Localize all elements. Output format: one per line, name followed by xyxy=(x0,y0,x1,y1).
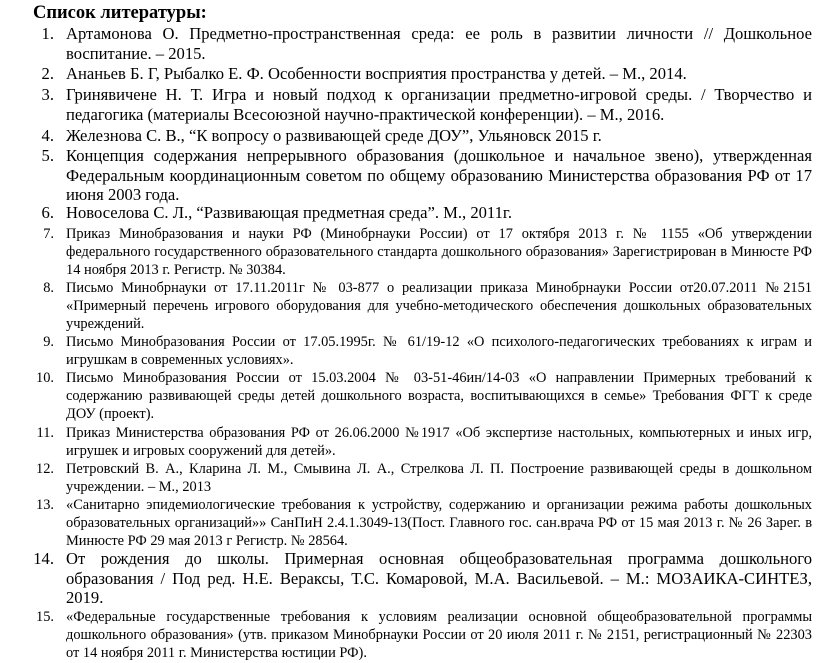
reference-number: 4. xyxy=(41,126,54,145)
reference-text: От рождения до школы. Примерная основная общеобразовательная программа дошкольного образования / Под ред. Н.Е. Вераксы, Т.С. Комаровой, М.А. Васильевой. – М.: МОЗАИКА-СИНТЕЗ, 2019. xyxy=(66,549,812,607)
reference-number: 2. xyxy=(41,64,54,83)
reference-text: Петровский В. А., Кларина Л. М., Смывина Л. А., Стрелкова Л. П. Построение развивающей среды в дошкольном учреждении. – М., 2013 xyxy=(66,461,812,496)
reference-text: Письмо Минобразования России от 17.05.1995г. № 61/19-12 «О психолого-педагогических требованиях к играм и игрушкам в современных условиях». xyxy=(66,334,812,369)
reference-number: 11. xyxy=(36,425,54,441)
reference-number: 5. xyxy=(41,146,54,165)
reference-number: 1. xyxy=(41,24,54,43)
reference-text: Приказ Минобразования и науки РФ (Минобрнауки России) от 17 октября 2013 г. № 1155 «Об утверждении федерального государственного образовательного стандарта дошкольного образования» Зарегистрирован в Минюсте РФ 14 ноября 2013 г. Регистр. № 30384. xyxy=(66,226,812,279)
reference-number: 3. xyxy=(41,85,54,104)
reference-text: Новоселова С. Л., “Развивающая предметная среда”. М., 2011г. xyxy=(66,203,512,222)
page-title: Список литературы: xyxy=(33,3,207,23)
reference-text: Письмо Минобразования России от 15.03.2004 № 03-51-46ин/14-03 «О направлении Примерных требований к содержанию развивающей среды детей дошкольного возраста, воспитывающихся в семье» Требования ФГТ к среде ДОУ (проект). xyxy=(66,370,812,423)
reference-text: Железнова С. В., “К вопросу о развивающей среде ДОУ”, Ульяновск 2015 г. xyxy=(66,126,602,145)
reference-number: 13. xyxy=(36,497,54,513)
reference-text: Гринявичене Н. Т. Игра и новый подход к организации предметно-игровой среды. / Творчество и педагогика (материалы Всесоюзной научно-практической конференции). – М., 2016. xyxy=(66,85,812,124)
reference-number: 7. xyxy=(43,226,54,242)
reference-number: 10. xyxy=(36,370,54,386)
reference-text: «Санитарно эпидемиологические требования к устройству, содержанию и организации режима работы дошкольных образовательных организаций»» СанПиН 2.4.1.3049-13(Пост. Главного гос. сан.врача РФ от 15 мая 2013 г. № 26 Зарег. в Минюсте РФ 29 мая 2013 г Регистр. № 28564. xyxy=(66,497,812,550)
reference-number: 9. xyxy=(43,334,54,350)
reference-number: 15. xyxy=(36,609,54,625)
reference-text: Письмо Минобрнауки от 17.11.2011г № 03-877 о реализации приказа Минобрнауки России от20.07.2011 №2151 «Примерный перечень игрового оборудования для учебно-методического обеспечения дошкольных образовательных учреждений. xyxy=(66,280,812,333)
reference-number: 14. xyxy=(33,549,54,568)
reference-number: 6. xyxy=(41,203,54,222)
reference-number: 8. xyxy=(43,280,54,296)
reference-number: 12. xyxy=(36,461,54,477)
reference-text: Концепция содержания непрерывного образования (дошкольное и начальное звено), утвержденная Федеральным координационным советом по общему образованию Министерства образования РФ от 17 июня 2003 года. xyxy=(66,146,812,204)
reference-text: «Федеральные государственные требования к условиям реализации основной общеобразовательной программы дошкольного образования» (утв. приказом Минобрнауки России от 20 июля 2011 г. № 2151, регистрационный № 22303 от 14 ноября 2011 г. Министерства юстиции РФ). xyxy=(66,609,812,662)
reference-text: Артамонова О. Предметно-пространственная среда: ее роль в развитии личности // Дошкольное воспитание. – 2015. xyxy=(66,24,812,63)
reference-text: Приказ Министерства образования РФ от 26.06.2000 №1917 «Об экспертизе настольных, компьютерных и иных игр, игрушек и игровых сооружений для детей». xyxy=(66,425,812,460)
reference-text: Ананьев Б. Г, Рыбалко Е. Ф. Особенности восприятия пространства у детей. – М., 2014. xyxy=(66,64,687,83)
